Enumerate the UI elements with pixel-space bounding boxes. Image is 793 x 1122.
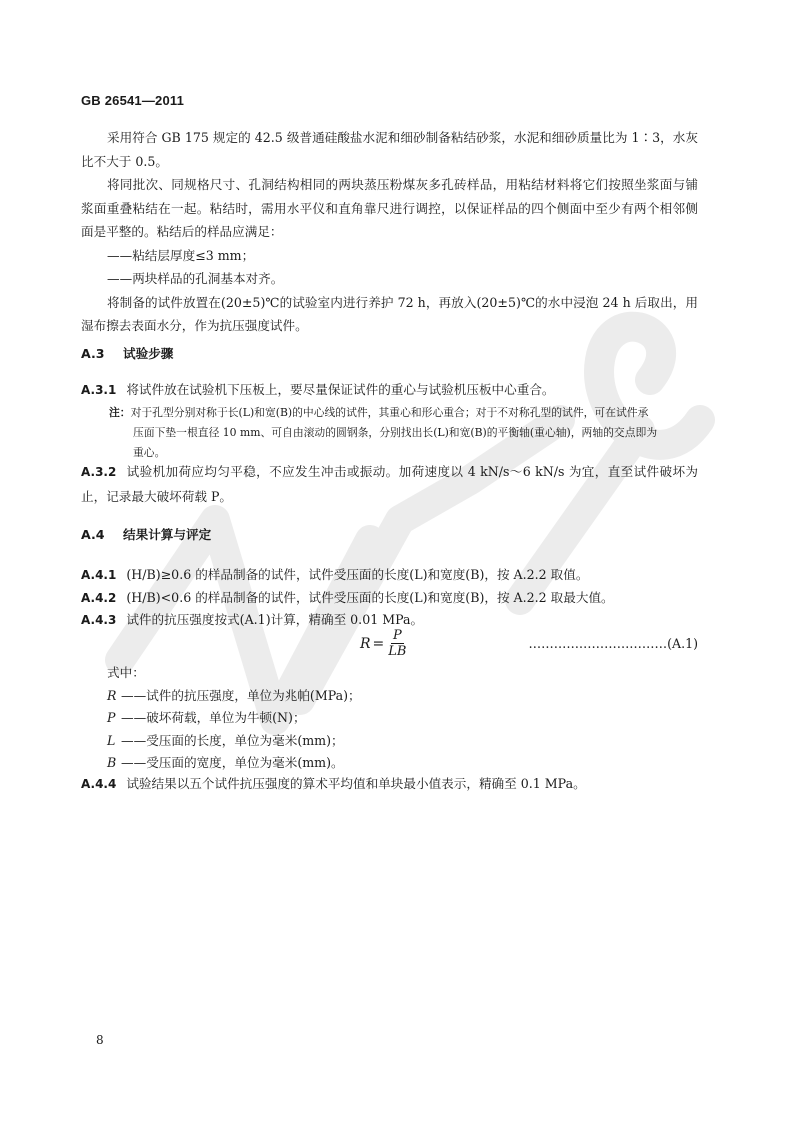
note-a3-1: [109, 403, 698, 463]
note-line-1: 对于孔型分别对称于长(L)和宽(B)的中心线的试件，其重心和形心重合；对于不对称孔型的试件，可在试件承: [130, 406, 649, 419]
section-number: A.3: [81, 346, 105, 361]
clause-text: (H/B)≥0.6 的样品制备的试件，试件受压面的长度(L)和宽度(B)，按 A.2.2 取值。: [126, 567, 589, 582]
section-heading-a4: [81, 524, 211, 543]
note-line-2: 压面下垫一根直径 10 mm、可自由滚动的圆钢条，分别找出长(L)和宽(B)的平衡轴(重心轴)，两轴的交点即为: [133, 426, 658, 439]
formula-lhs: R: [360, 635, 371, 652]
standard-code-header: GB 26541—2011: [81, 93, 185, 108]
symbol: B: [107, 755, 117, 770]
definition-text: ——破坏荷载，单位为牛顿(N)；: [121, 710, 306, 725]
section-title: 试验步骤: [123, 346, 174, 361]
clause-a4-4: [81, 772, 698, 797]
section-number: A.4: [81, 527, 105, 542]
symbol: L: [107, 732, 116, 748]
requirement-item-1: ——粘结层厚度≤3 mm；: [107, 247, 255, 263]
definition-text: ——受压面的长度，单位为毫米(mm)；: [121, 732, 344, 748]
formula-fraction: [388, 628, 406, 659]
clause-text: 试验机加荷应均匀平稳，不应发生冲击或振动。加荷速度以 4 kN/s～6 kN/s 为宜，直至试件破坏为止，记录最大破坏荷载 P。: [81, 464, 698, 504]
clause-number: A.3.2: [81, 465, 117, 479]
definition-text: ——试件的抗压强度，单位为兆帕(MPa)；: [121, 687, 361, 703]
definition-l: [107, 730, 361, 753]
clause-a4-2: [81, 586, 698, 611]
note-line-3: 重心。: [133, 446, 166, 459]
clause-a3-1: [81, 378, 698, 403]
clause-a4-1: [81, 563, 698, 588]
clause-text: 试验结果以五个试件抗压强度的算术平均值和单块最小值表示，精确至 0.1 MPa。: [126, 776, 586, 791]
intro-block: [81, 126, 698, 338]
definition-r: [107, 685, 361, 708]
intro-paragraph-2: 将同批次、同规格尺寸、孔洞结构相同的两块蒸压粉煤灰多孔砖样品，用粘结材料将它们按照坐浆面与铺浆面重叠粘结在一起。粘结时，需用水平仪和直角靠尺进行调控，以保证样品的四个侧面中至少有两个相邻侧面是平整的。粘结后的样品应满足：: [81, 177, 698, 239]
section-heading-a3: [81, 343, 173, 362]
clause-text: (H/B)<0.6 的样品制备的试件，试件受压面的长度(L)和宽度(B)，按 A.2.2 取最大值。: [126, 590, 614, 605]
note-label: 注：: [109, 406, 131, 419]
intro-paragraph-3: 将制备的试件放置在(20±5)℃的试验室内进行养护 72 h，再放入(20±5)℃的水中浸泡 24 h 后取出，用湿布擦去表面水分，作为抗压强度试件。: [81, 294, 698, 333]
definition-p: [107, 707, 361, 730]
where-label: 式中：: [107, 665, 145, 680]
clause-a3-2: [81, 460, 698, 508]
requirement-item-2: ——两块样品的孔洞基本对齐。: [107, 271, 284, 286]
symbol: P: [107, 710, 116, 725]
clause-text: 将试件放在试验机下压板上，要尽量保证试件的重心与试验机压板中心重合。: [126, 382, 555, 397]
clause-number: A.4.4: [81, 777, 117, 791]
definition-text: ——受压面的宽度，单位为毫米(mm)。: [121, 755, 344, 770]
formula-reference: ……………………………(A.1): [528, 636, 698, 651]
clause-text: 试件的抗压强度按式(A.1)计算，精确至 0.01 MPa。: [126, 612, 424, 627]
symbol: R: [107, 687, 117, 703]
section-title: 结果计算与评定: [123, 527, 212, 542]
intro-paragraph-1: 采用符合 GB 175 规定的 42.5 级普通硅酸盐水泥和细砂制备粘结砂浆，水泥和细砂质量比为 1∶3，水灰比不大于 0.5。: [81, 130, 698, 169]
clause-number: A.4.3: [81, 613, 117, 627]
clause-number: A.4.1: [81, 568, 117, 582]
formula-numerator: P: [393, 628, 402, 643]
clause-number: A.4.2: [81, 591, 117, 605]
formula-where-list: [107, 662, 361, 775]
formula-equals: =: [372, 635, 385, 652]
clause-number: A.3.1: [81, 383, 117, 397]
formula-denominator: LB: [388, 644, 407, 659]
formula-a1: [360, 628, 406, 659]
page-number: 8: [96, 1033, 104, 1047]
